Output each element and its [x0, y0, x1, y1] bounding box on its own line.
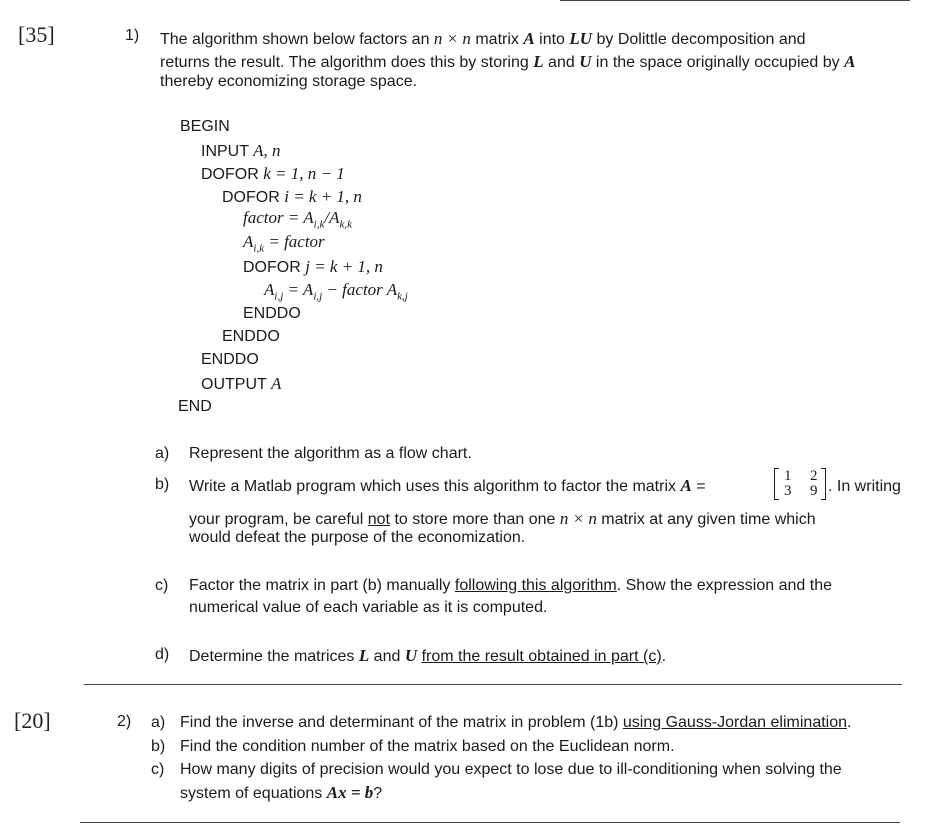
q2-c-line2: system of equations Ax = b? — [180, 783, 383, 802]
q2-c-label: c) — [151, 761, 165, 778]
algo-enddo-i: ENDDO — [222, 328, 280, 345]
algo-enddo-k: ENDDO — [201, 351, 259, 368]
part-b-line2: your program, be careful not to store more than one n × n matrix at any given time which — [189, 509, 816, 528]
algo-dofor-k: DOFOR k = 1, n − 1 — [201, 164, 345, 183]
algo-enddo-j: ENDDO — [243, 305, 301, 322]
q1-number: 1) — [125, 27, 140, 44]
part-c-line1: Factor the matrix in part (b) manually following this algorithm. Show the expression and the — [189, 577, 832, 594]
bottom-rule — [80, 822, 900, 823]
algo-output: OUTPUT A — [201, 374, 282, 393]
part-a-label: a) — [155, 445, 170, 462]
marks-q2: [20] — [14, 708, 51, 733]
algo-factor-eq: factor = $A_{i,k}/A_{k,k}$ — [243, 208, 352, 231]
algo-aij-update: $A_{i,j} = A_{i,j}$ − factor $A_{k,j}$ — [264, 280, 408, 303]
q2-a-label: a) — [151, 714, 166, 731]
part-b-line1-end: . In writing — [828, 478, 901, 495]
algo-aik-assign: $A_{i,k}$ = factor — [243, 232, 325, 255]
part-d-text: Determine the matrices L and U from the result obtained in part (c). — [189, 646, 667, 665]
matrix-a22: 9 — [810, 483, 818, 499]
q2-b-text: Find the condition number of the matrix based on the Euclidean norm. — [180, 738, 675, 755]
q2-number: 2) — [117, 713, 132, 730]
part-b-label: b) — [155, 476, 170, 493]
algo-begin: BEGIN — [180, 118, 230, 135]
matrix-a12: 2 — [810, 468, 818, 484]
part-d-label: d) — [155, 646, 170, 663]
matrix-a — [774, 468, 826, 500]
part-b-line1: Write a Matlab program which uses this algorithm to factor the matrix A = — [189, 476, 706, 495]
algo-input: INPUT A, n — [201, 141, 281, 160]
q2-b-label: b) — [151, 738, 166, 755]
algo-dofor-j: DOFOR j = k + 1, n — [243, 257, 383, 276]
top-rule — [560, 0, 910, 1]
matrix-a11: 1 — [784, 468, 792, 484]
section-divider — [84, 684, 902, 685]
part-c-label: c) — [155, 577, 169, 594]
matrix-a21: 3 — [784, 483, 792, 499]
q1-intro-line3: thereby economizing storage space. — [160, 73, 418, 90]
q2-c-line1: How many digits of precision would you expect to lose due to ill-conditioning when solving the — [180, 761, 842, 778]
part-b-line3: would defeat the purpose of the economization. — [189, 529, 526, 546]
part-c-line2: numerical value of each variable as it is computed. — [189, 599, 548, 616]
algo-dofor-i: DOFOR i = k + 1, n — [222, 187, 362, 206]
marks-q1: [35] — [18, 22, 55, 47]
q1-intro-line1: The algorithm shown below factors an n × n matrix A into LU by Dolittle decomposition and — [160, 29, 806, 48]
algo-end: END — [178, 398, 212, 415]
q2-a-text: Find the inverse and determinant of the matrix in problem (1b) using Gauss-Jordan elimination. — [180, 714, 852, 731]
part-a-text: Represent the algorithm as a flow chart. — [189, 445, 472, 462]
q1-intro-line2: returns the result. The algorithm does this by storing L and U in the space originally occupied by A — [160, 52, 856, 71]
